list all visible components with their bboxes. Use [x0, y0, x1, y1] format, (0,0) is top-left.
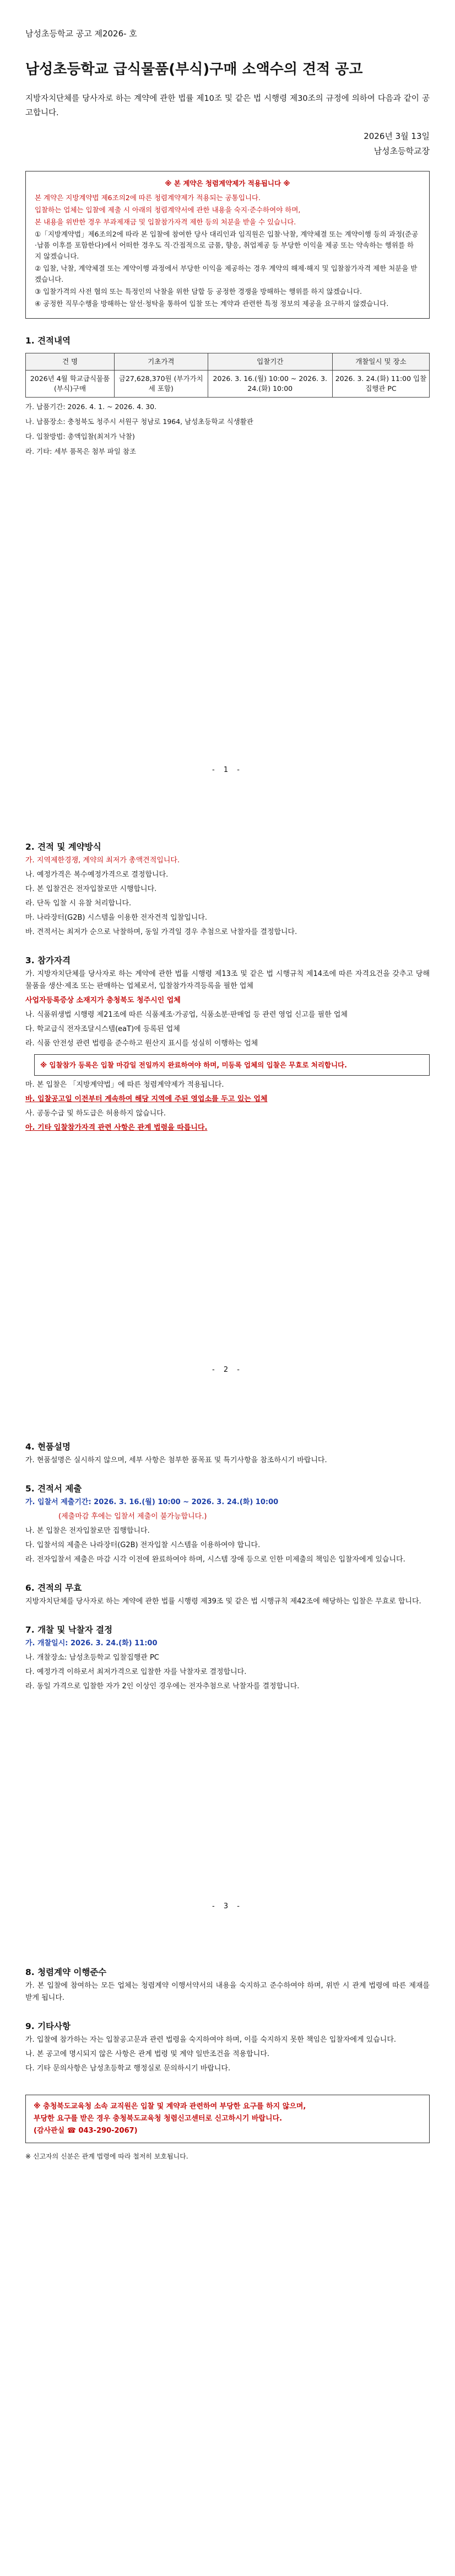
table-header: 개찰일시 및 장소 — [332, 353, 429, 371]
table-header: 기초가격 — [115, 353, 208, 371]
integrity-notice-heading: ※ 본 계약은 청렴계약제가 적용됩니다 ※ — [165, 179, 290, 187]
submission-period: 가. 입찰서 제출기간: 2026. 3. 16.(월) 10:00 ~ 2026. 3. 24.(화) 10:00 — [25, 1498, 279, 1506]
issuing-org: 남성초등학교장 — [373, 146, 430, 156]
report-center-line: ※ 충청북도교육청 소속 교직원은 입찰 및 계약과 관련하여 부당한 요구를 하지 않으며, — [34, 2102, 306, 2111]
invalid-item: 지방자치단체를 당사자로 하는 계약에 관한 법률 시행령 제39조 및 같은 법 시행규칙 제42조에 해당하는 입찰은 무효로 합니다. — [25, 1597, 421, 1606]
submission-item — [25, 1496, 430, 1509]
footnote: ※ 신고자의 신분은 관계 법령에 따라 철저히 보호됩니다. — [25, 2153, 188, 2160]
table-row — [26, 371, 430, 398]
method-item: 다. 본 입찰건은 전자입찰로만 시행합니다. — [25, 885, 157, 893]
method-item: 나. 예정가격은 복수예정가격으로 결정합니다. — [25, 871, 169, 879]
section-title: 3. 참가자격 — [25, 956, 71, 965]
opening-item: 다. 예정가격 이하로서 최저가격으로 입찰한 자를 낙찰자로 결정합니다. — [25, 1668, 247, 1676]
page-number: - 1 - — [212, 766, 243, 774]
submission-item: 나. 본 입찰은 전자입찰로만 집행합니다. — [25, 1527, 150, 1535]
integrity-clause: ④ 공정한 직무수행을 방해하는 알선·청탁을 통하여 입찰 또는 계약과 관련한 특정 정보의 제공을 요구하지 않겠습니다. — [35, 299, 389, 308]
table-cell: 2026년 4월 학교급식물품(부식)구매 — [26, 371, 115, 398]
section-title: 6. 견적의 무효 — [25, 1583, 82, 1593]
notice-date: 2026년 3월 13일 — [364, 131, 430, 141]
page-number: - 2 - — [212, 1366, 243, 1374]
bid-note: 라. 기타: 세부 품목은 첨부 파일 참조 — [25, 447, 137, 455]
report-center-line: 부당한 요구를 받은 경우 충청북도교육청 청렴신고센터로 신고하시기 바랍니다. — [34, 2115, 283, 2123]
table-cell: 2026. 3. 16.(월) 10:00 ~ 2026. 3. 24.(화) 10:00 — [208, 371, 332, 398]
document-number: 남성초등학교 공고 제2026- 호 — [25, 29, 137, 39]
misc-item: 나. 본 공고에 명시되지 않은 사항은 관계 법령 및 계약 일반조건을 적용합니다. — [25, 2050, 270, 2058]
opening-item — [25, 1638, 430, 1650]
submission-item: (제출마감 후에는 입찰서 제출이 불가능합니다.) — [58, 1512, 207, 1521]
opening-item: 나. 개찰장소: 남성초등학교 입찰집행관 PC — [25, 1654, 159, 1662]
submission-item: 다. 입찰서의 제출은 나라장터(G2B) 전자입찰 시스템을 이용하여야 합니다. — [25, 1541, 261, 1549]
misc-item: 가. 입찰에 참가하는 자는 입찰공고문과 관련 법령을 숙지하여야 하며, 이를 숙지하지 못한 책임은 입찰자에게 있습니다. — [25, 2036, 397, 2044]
section-title: 5. 견적서 제출 — [25, 1484, 82, 1494]
integrity-notice-line: 본 계약은 지방계약법 제6조의2에 따른 청렴계약제가 적용되는 공통입니다. — [35, 194, 261, 202]
opening-date: 가. 개찰일시: 2026. 3. 24.(화) 11:00 — [25, 1639, 158, 1647]
method-item: 가. 지역제한경쟁, 계약의 최저가 총액견적입니다. — [25, 856, 180, 865]
eligibility-item: 사업자등록증상 소재지가 충청북도 청주시인 업체 — [25, 996, 181, 1005]
section-title: 9. 기타사항 — [25, 2021, 71, 2031]
section-title: 1. 견적내역 — [25, 336, 71, 346]
submission-item: 라. 전자입찰서 제출은 마감 시각 이전에 완료하여야 하며, 시스템 장애 등으로 인한 미제출의 책임은 입찰자에게 있습니다. — [25, 1555, 405, 1564]
section-title: 2. 견적 및 계약방식 — [25, 842, 101, 852]
integrity-notice-line: 본 내용을 위반한 경우 부과제재금 및 입찰참가자격 제한 등의 처분을 받을 수 있습니다. — [35, 218, 296, 226]
section-title: 7. 개찰 및 낙찰자 결정 — [25, 1625, 113, 1635]
eligibility-item: 다. 학교급식 전자조달시스템(eaT)에 등록된 업체 — [25, 1025, 180, 1033]
misc-item: 다. 기타 문의사항은 남성초등학교 행정실로 문의하시기 바랍니다. — [25, 2064, 231, 2073]
table-cell: 2026. 3. 24.(화) 11:00 입찰집행관 PC — [332, 371, 429, 398]
explanation-item: 가. 현품설명은 실시하지 않으며, 세부 사항은 첨부한 품목표 및 특기사항을 참조하시기 바랍니다. — [25, 1456, 327, 1464]
bid-note: 가. 납품기간: 2026. 4. 1. ~ 2026. 4. 30. — [25, 402, 157, 411]
method-item: 라. 단독 입찰 시 유찰 처리합니다. — [25, 899, 132, 908]
eligibility-item: 마. 본 입찰은 「지방계약법」에 따른 청렴계약제가 적용됩니다. — [25, 1081, 224, 1089]
eligibility-item: 바. 입찰공고일 이전부터 계속하여 해당 지역에 주된 영업소를 두고 있는 업체 — [25, 1095, 268, 1103]
bid-note: 다. 입찰방법: 총액입찰(최저가 낙찰) — [25, 432, 135, 441]
section-title: 8. 청렴계약 이행준수 — [25, 1967, 107, 1977]
bid-note: 나. 납품장소: 충청북도 청주시 서원구 청남로 1964, 남성초등학교 식생활관 — [25, 417, 253, 426]
report-center-box — [25, 2095, 430, 2143]
integrity-notice-line: 입찰하는 업체는 입찰에 제출 시 아래의 청렴계약서에 관한 내용을 숙지·준수하여야 하며, — [35, 206, 301, 214]
eligibility-item: 사. 공동수급 및 하도급은 허용하지 않습니다. — [25, 1109, 166, 1118]
section-title: 4. 현품설명 — [25, 1442, 71, 1452]
eligibility-notice-box — [34, 1054, 430, 1076]
bid-table — [25, 353, 430, 398]
page-title: 남성초등학교 급식물품(부식)구매 소액수의 견적 공고 — [25, 61, 363, 78]
report-center-phone: (감사관실 ☎ 043-290-2067) — [34, 2127, 138, 2135]
table-header: 건 명 — [26, 353, 115, 371]
table-cell: 금27,628,370원 (부가가치세 포함) — [115, 371, 208, 398]
eligibility-item: 가. 지방자치단체를 당사자로 하는 계약에 관한 법률 시행령 제13조 및 같은 법 시행규칙 제14조에 따른 자격요건을 갖추고 당해 물품을 생산·제조 또는 판매하는 업체로서, 입찰참가자격등록을 필한 업체 — [25, 970, 430, 990]
integrity-item: 가. 본 입찰에 참여하는 모든 업체는 청렴계약 이행서약서의 내용을 숙지하고 준수하여야 하며, 위반 시 관계 법령에 따른 제재를 받게 됩니다. — [25, 1982, 430, 2002]
integrity-clause: ③ 입찰가격의 사전 협의 또는 특정인의 낙찰을 위한 담합 등 공정한 경쟁을 방해하는 행위를 하지 않겠습니다. — [35, 287, 362, 296]
method-item: 마. 나라장터(G2B) 시스템을 이용한 전자견적 입찰입니다. — [25, 914, 208, 922]
method-item: 바. 견적서는 최저가 순으로 낙찰하며, 동일 가격일 경우 추첨으로 낙찰자를 결정합니다. — [25, 928, 297, 936]
integrity-notice-box — [25, 171, 430, 319]
eligibility-item: 라. 식품 안전성 관련 법령을 준수하고 원산지 표시를 성실히 이행하는 업체 — [25, 1039, 258, 1048]
opening-item: 라. 동일 가격으로 입찰한 자가 2인 이상인 경우에는 전자추첨으로 낙찰자를 결정합니다. — [25, 1682, 300, 1690]
intro-text: 지방자치단체를 당사자로 하는 계약에 관한 법률 제10조 및 같은 법 시행령 제30조의 규정에 의하여 다음과 같이 공고합니다. — [25, 94, 430, 117]
table-header: 입찰기간 — [208, 353, 332, 371]
eligibility-item: 나. 식품위생법 시행령 제21조에 따른 식품제조·가공업, 식품소분·판매업 등 관련 영업 신고를 필한 업체 — [25, 1011, 348, 1019]
eligibility-item: 아. 기타 입찰참가자격 관련 사항은 관계 법령을 따릅니다. — [25, 1124, 208, 1132]
integrity-clause: ② 입찰, 낙찰, 계약체결 또는 계약이행 과정에서 부당한 이익을 제공하는 경우 계약의 해제·해지 및 입찰참가자격 제한 처분을 받겠습니다. — [35, 264, 418, 283]
eligibility-notice-text: ※ 입찰참가 등록은 입찰 마감일 전일까지 완료하여야 하며, 미등록 업체의 입찰은 무효로 처리합니다. — [40, 1061, 347, 1069]
integrity-clause: ①「지방계약법」제6조의2에 따라 본 입찰에 참여한 당사 대리인과 임직원은 입찰·낙찰, 계약체결 또는 계약이행 등의 과정(준공·납품 이후를 포함한다)에서 어떠한 경우도 직·간접적으로 금품, 향응, 취업제공 등 부당한 이익을 제공 또는 약속하는 행위를 하지 않겠습니다. — [35, 230, 419, 260]
page-number: - 3 - — [212, 1902, 243, 1910]
